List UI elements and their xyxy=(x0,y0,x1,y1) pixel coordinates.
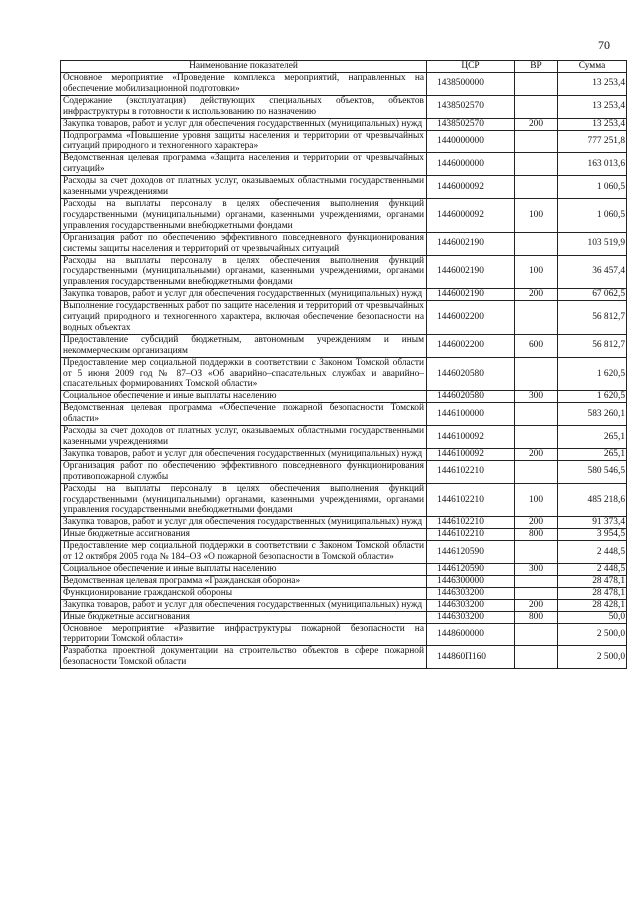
row-name-cell: Основное мероприятие «Проведение комплекса мероприятий, направленных на обеспечение мобилизационной подготовки» xyxy=(61,73,427,96)
table-header-row xyxy=(61,61,627,73)
row-vr-cell xyxy=(515,623,558,646)
row-name-cell: Расходы за счет доходов от платных услуг, оказываемых областными государственными казенными учреждениями xyxy=(61,426,427,449)
row-vr-cell xyxy=(515,176,558,199)
row-csr-cell: 1438502570 xyxy=(427,118,515,130)
table-row xyxy=(61,448,627,460)
table-body xyxy=(61,73,627,669)
row-vr-cell xyxy=(515,575,558,587)
row-sum-cell: 265,1 xyxy=(558,426,627,449)
row-vr-cell xyxy=(515,153,558,176)
table-row xyxy=(61,357,627,391)
row-name-cell: Социальное обеспечение и иные выплаты населению xyxy=(61,391,427,403)
row-sum-cell: 28 478,1 xyxy=(558,587,627,599)
row-vr-cell: 600 xyxy=(515,334,558,357)
row-sum-cell: 1 060,5 xyxy=(558,198,627,232)
budget-table xyxy=(60,60,627,669)
header-name: Наименование показателей xyxy=(61,61,427,73)
row-csr-cell: 1446020580 xyxy=(427,357,515,391)
row-vr-cell: 100 xyxy=(515,483,558,517)
row-name-cell: Иные бюджетные ассигнования xyxy=(61,529,427,541)
row-vr-cell: 300 xyxy=(515,391,558,403)
row-csr-cell: 1446102210 xyxy=(427,460,515,483)
row-sum-cell: 2 500,0 xyxy=(558,623,627,646)
row-sum-cell: 2 448,5 xyxy=(558,541,627,564)
row-vr-cell: 200 xyxy=(515,118,558,130)
row-csr-cell: 1446102210 xyxy=(427,529,515,541)
row-vr-cell xyxy=(515,232,558,255)
row-csr-cell: 1446120590 xyxy=(427,541,515,564)
row-csr-cell: 1438500000 xyxy=(427,73,515,96)
row-sum-cell: 163 013,6 xyxy=(558,153,627,176)
row-csr-cell: 1446303200 xyxy=(427,587,515,599)
row-vr-cell: 200 xyxy=(515,289,558,301)
table-row xyxy=(61,563,627,575)
row-sum-cell: 50,0 xyxy=(558,611,627,623)
table-row xyxy=(61,232,627,255)
row-sum-cell: 28 428,1 xyxy=(558,599,627,611)
row-name-cell: Ведомственная целевая программа «Гражданская оборона» xyxy=(61,575,427,587)
row-csr-cell: 1446000000 xyxy=(427,153,515,176)
row-csr-cell: 1446300000 xyxy=(427,575,515,587)
row-sum-cell: 777 251,8 xyxy=(558,130,627,153)
row-csr-cell: 1446100092 xyxy=(427,426,515,449)
row-vr-cell: 300 xyxy=(515,563,558,575)
row-vr-cell: 800 xyxy=(515,611,558,623)
table-row xyxy=(61,599,627,611)
table-row xyxy=(61,153,627,176)
table-row xyxy=(61,483,627,517)
row-csr-cell: 1446002200 xyxy=(427,334,515,357)
row-vr-cell xyxy=(515,541,558,564)
row-name-cell: Расходы на выплаты персоналу в целях обеспечения выполнения функций государственными (муниципальными) органами, казенными учреждениями, органами управления государственными внебюджетными фондами xyxy=(61,483,427,517)
table-row xyxy=(61,95,627,118)
row-sum-cell: 13 253,4 xyxy=(558,73,627,96)
row-vr-cell: 200 xyxy=(515,599,558,611)
table-row xyxy=(61,623,627,646)
table-row xyxy=(61,118,627,130)
row-vr-cell xyxy=(515,403,558,426)
row-name-cell: Выполнение государственных работ по защите населения и территорий от чрезвычайных ситуаций природного и техногенного характера, включая обеспечение безопасности на водных объектах xyxy=(61,301,427,335)
row-name-cell: Социальное обеспечение и иные выплаты населению xyxy=(61,563,427,575)
row-name-cell: Функционирование гражданской обороны xyxy=(61,587,427,599)
row-name-cell: Организация работ по обеспечению эффективного повседневного функционирования системы защиты населения и территорий от чрезвычайных ситуаций xyxy=(61,232,427,255)
row-sum-cell: 56 812,7 xyxy=(558,301,627,335)
page-number: 70 xyxy=(598,38,610,52)
table-row xyxy=(61,575,627,587)
row-name-cell: Закупка товаров, работ и услуг для обеспечения государственных (муниципальных) нужд xyxy=(61,448,427,460)
table-row xyxy=(61,529,627,541)
row-vr-cell xyxy=(515,73,558,96)
row-sum-cell: 3 954,5 xyxy=(558,529,627,541)
row-vr-cell: 100 xyxy=(515,198,558,232)
row-sum-cell: 580 546,5 xyxy=(558,460,627,483)
table-row xyxy=(61,403,627,426)
row-csr-cell: 1446102210 xyxy=(427,483,515,517)
row-csr-cell: 1446102210 xyxy=(427,517,515,529)
row-sum-cell: 91 373,4 xyxy=(558,517,627,529)
table-row xyxy=(61,587,627,599)
table-row xyxy=(61,460,627,483)
row-sum-cell: 36 457,4 xyxy=(558,255,627,289)
row-vr-cell: 100 xyxy=(515,255,558,289)
table-row xyxy=(61,198,627,232)
header-csr: ЦСР xyxy=(427,61,515,73)
table-row xyxy=(61,334,627,357)
table-row xyxy=(61,176,627,199)
row-csr-cell: 1446002190 xyxy=(427,232,515,255)
row-csr-cell: 144860П160 xyxy=(427,646,515,669)
table-row xyxy=(61,130,627,153)
row-sum-cell: 103 519,9 xyxy=(558,232,627,255)
table-row xyxy=(61,611,627,623)
row-vr-cell xyxy=(515,587,558,599)
row-csr-cell: 1446002190 xyxy=(427,255,515,289)
row-name-cell: Основное мероприятие «Развитие инфраструктуры пожарной безопасности на территории Томской области» xyxy=(61,623,427,646)
row-name-cell: Закупка товаров, работ и услуг для обеспечения государственных (муниципальных) нужд xyxy=(61,289,427,301)
table-row xyxy=(61,646,627,669)
row-vr-cell xyxy=(515,460,558,483)
row-name-cell: Расходы на выплаты персоналу в целях обеспечения выполнения функций государственными (муниципальными) органами, казенными учреждениями, органами управления государственными внебюджетными фондами xyxy=(61,255,427,289)
row-sum-cell: 583 260,1 xyxy=(558,403,627,426)
row-csr-cell: 1440000000 xyxy=(427,130,515,153)
row-csr-cell: 1446303200 xyxy=(427,611,515,623)
row-sum-cell: 67 062,5 xyxy=(558,289,627,301)
row-vr-cell xyxy=(515,646,558,669)
row-name-cell: Расходы за счет доходов от платных услуг, оказываемых областными государственными казенными учреждениями xyxy=(61,176,427,199)
row-csr-cell: 1446002200 xyxy=(427,301,515,335)
header-vr: ВР xyxy=(515,61,558,73)
row-sum-cell: 28 478,1 xyxy=(558,575,627,587)
row-csr-cell: 1438502570 xyxy=(427,95,515,118)
row-name-cell: Подпрограмма «Повышение уровня защиты населения и территории от чрезвычайных ситуаций природного и техногенного характера» xyxy=(61,130,427,153)
row-name-cell: Закупка товаров, работ и услуг для обеспечения государственных (муниципальных) нужд xyxy=(61,517,427,529)
table-row xyxy=(61,517,627,529)
row-csr-cell: 1446303200 xyxy=(427,599,515,611)
table-row xyxy=(61,541,627,564)
row-sum-cell: 13 253,4 xyxy=(558,118,627,130)
table-row xyxy=(61,426,627,449)
table-row xyxy=(61,73,627,96)
row-vr-cell: 800 xyxy=(515,529,558,541)
row-csr-cell: 1446120590 xyxy=(427,563,515,575)
row-name-cell: Предоставление мер социальной поддержки в соответствии с Законом Томской области от 12 октября 2005 года № 184–ОЗ «О пожарной безопасности в Томской области» xyxy=(61,541,427,564)
table-row xyxy=(61,391,627,403)
row-sum-cell: 13 253,4 xyxy=(558,95,627,118)
row-name-cell: Ведомственная целевая программа «Защита населения и территории от чрезвычайных ситуаций» xyxy=(61,153,427,176)
row-name-cell: Иные бюджетные ассигнования xyxy=(61,611,427,623)
row-sum-cell: 56 812,7 xyxy=(558,334,627,357)
table-row xyxy=(61,255,627,289)
row-vr-cell xyxy=(515,357,558,391)
row-name-cell: Предоставление мер социальной поддержки в соответствии с Законом Томской области от 5 июня 2009 год № 87–ОЗ «Об аварийно–спасательных службах и аварийно–спасательных формированиях Томской области» xyxy=(61,357,427,391)
row-name-cell: Разработка проектной документации на строительство объектов в сфере пожарной безопасности Томской области xyxy=(61,646,427,669)
row-name-cell: Закупка товаров, работ и услуг для обеспечения государственных (муниципальных) нужд xyxy=(61,118,427,130)
row-vr-cell xyxy=(515,95,558,118)
row-csr-cell: 1446000092 xyxy=(427,198,515,232)
row-csr-cell: 1448600000 xyxy=(427,623,515,646)
row-name-cell: Предоставление субсидий бюджетным, автономным учреждениям и иным некоммерческим организациям xyxy=(61,334,427,357)
row-sum-cell: 265,1 xyxy=(558,448,627,460)
row-csr-cell: 1446020580 xyxy=(427,391,515,403)
row-sum-cell: 2 448,5 xyxy=(558,563,627,575)
row-name-cell: Расходы на выплаты персоналу в целях обеспечения выполнения функций государственными (муниципальными) органами, казенными учреждениями, органами управления государственными внебюджетными фондами xyxy=(61,198,427,232)
row-vr-cell: 200 xyxy=(515,517,558,529)
row-csr-cell: 1446000092 xyxy=(427,176,515,199)
row-vr-cell xyxy=(515,130,558,153)
header-sum: Сумма xyxy=(558,61,627,73)
row-name-cell: Ведомственная целевая программа «Обеспечение пожарной безопасности Томской области» xyxy=(61,403,427,426)
table-row xyxy=(61,301,627,335)
row-sum-cell: 485 218,6 xyxy=(558,483,627,517)
row-name-cell: Закупка товаров, работ и услуг для обеспечения государственных (муниципальных) нужд xyxy=(61,599,427,611)
row-csr-cell: 1446100092 xyxy=(427,448,515,460)
row-sum-cell: 1 620,5 xyxy=(558,391,627,403)
row-name-cell: Содержание (эксплуатация) действующих специальных объектов, объектов инфраструктуры в готовности к использованию по назначению xyxy=(61,95,427,118)
row-vr-cell: 200 xyxy=(515,448,558,460)
row-sum-cell: 1 620,5 xyxy=(558,357,627,391)
row-name-cell: Организация работ по обеспечению эффективного повседневного функционирования противопожарной службы xyxy=(61,460,427,483)
row-csr-cell: 1446002190 xyxy=(427,289,515,301)
row-vr-cell xyxy=(515,426,558,449)
table-row xyxy=(61,289,627,301)
row-csr-cell: 1446100000 xyxy=(427,403,515,426)
row-sum-cell: 1 060,5 xyxy=(558,176,627,199)
row-sum-cell: 2 500,0 xyxy=(558,646,627,669)
row-vr-cell xyxy=(515,301,558,335)
